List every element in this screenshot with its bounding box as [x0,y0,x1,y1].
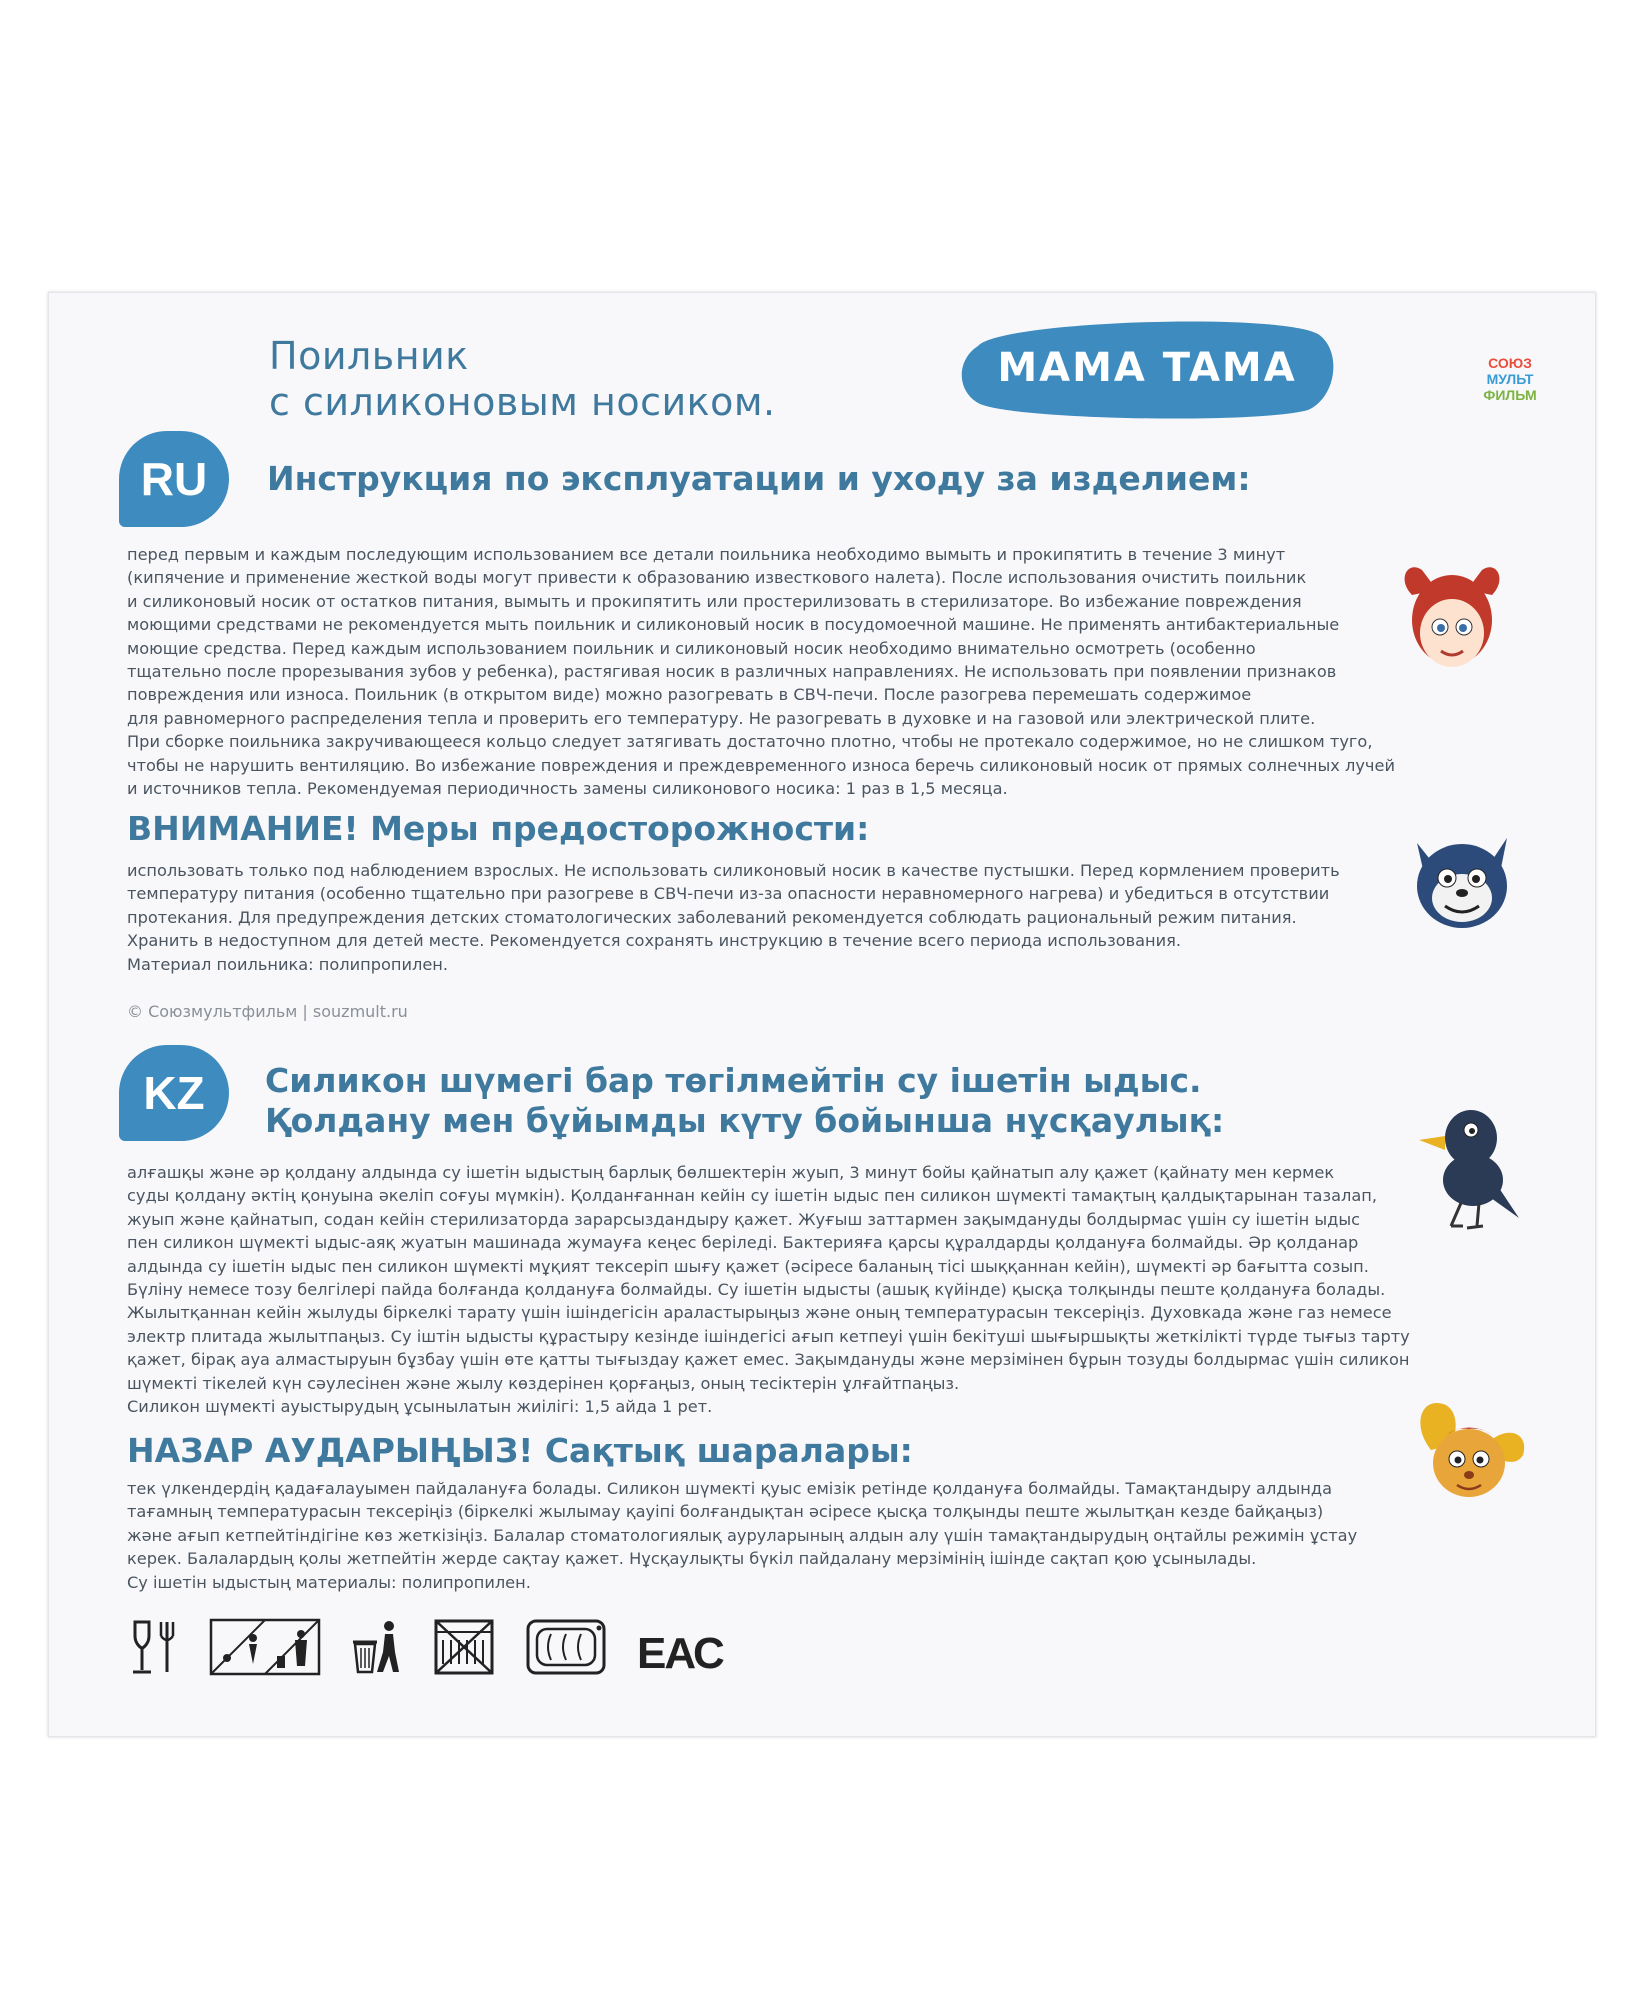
eac-mark: ЕАС [637,1629,723,1678]
kz-warning-heading: НАЗАР АУДАРЫҢЫЗ! Сақтық шаралары: [127,1431,913,1470]
girl-character-icon [1397,555,1493,665]
ru-badge: RU [119,431,229,527]
cat-character-icon [1407,818,1503,928]
soyuzmultfilm-logo [1465,355,1555,403]
food-contact-icon [127,1618,179,1676]
ru-heading: Инструкция по эксплуатации и уходу за изделием: [267,459,1251,498]
brand-logo [958,316,1336,420]
bunny-character-icon [1411,1395,1507,1505]
dispose-bin-icon [351,1618,403,1676]
age-warning-icon [209,1618,321,1676]
instruction-sheet [48,292,1596,1737]
kz-heading-line1: Силикон шүмегі бар төгілмейтін су ішетін ыдыс. [265,1061,1202,1100]
copyright: © Союзмультфильм | souzmult.ru [127,1002,408,1021]
soyuz-logo-word1: СОЮЗ [1488,355,1532,371]
microwave-icon [525,1618,607,1676]
soyuz-logo-word2: МУЛЬТ [1486,371,1534,387]
kz-instructions-body: алғашқы және әр қолдану алдында су ішетін ыдыстың барлық бөлшектерін жуып, 3 минут бойы қайнатып алу қажет (қайнату мен кермек суды қолдану әктің қонуына әкеліп соғуы мүмкін). Қолданғаннан кейін су ішетін ыдыс пен силикон шүмекті тамақтың қалдықтарынан тазалап, жуып және қайнатып, содан кейін стерилизаторда зарарсыздандыру қажет. Жуғыш заттармен зақымдануды болдырмас үшін су ішетін ыдыс пен силикон шүмекті ыдыс-аяқ жуатын машинада жумауға кеңес беріледі. Бактерияға қарсы құралдарды қолдануға болмайды. Әр қолданар алдында су ішетін ыдыс пен силикон шүмекті мұқият тексеріп шығу қажет (әсіресе баланың тісі шыққаннан кейін), шүмекті әр бағытта созып. Бүліну немесе тозу белгілері пайда болғанда қолдануға болмайды. Су ішетін ыдысты (ашық күйінде) қысқа толқынды пеште қолдануға болады. Жылытқаннан кейін жылуды біркелкі тарату үшін ішіндегісін араластырыңыз және оның температурасын тексеріңіз. Духовкада және газ немесе электр плитада жылытпаңыз. Су іштін ыдысты құрастыру кезінде ішіндегісі ағып кетпеуі үшін бекітуші шығыршықты жеткілікті түрде тығыз тарту қажет, бірақ ауа алмастыруын бұзбау үшін өте қатты тығыздау қажет емес. Зақымдануды және мерзімінен бұрын тозуды болдырмас үшін силикон шүмекті тікелей күн сәулесінен және жылу көздерінен қорғаңыз, оның тесіктерін ұлғайтпаңыз. Силикон шүмекті ауыстырудың ұсынылатын жиілігі: 1,5 айда 1 рет. [127,1163,1410,1417]
product-title [269,333,776,425]
dishwasher-crossed-icon [433,1618,495,1676]
product-title-line2: с силиконовым носиком. [269,380,776,424]
kz-heading-line2: Қолдану мен бұйымды күту бойынша нұсқаулық: [265,1101,1225,1140]
kz-badge: KZ [119,1045,229,1141]
kz-warning-body: тек үлкендердің қадағалауымен пайдалануға болады. Силикон шүмекті қуыс емізік ретінде қолдануға болмайды. Тамақтандыру алдында тағамның температурасын тексеріңіз (біркелкі жылымау қауіпі болғандықтан әсіресе қысқа толқынды пеште жылытқан кезде байқаңыз) және ағып кетпейтіндігіне көз жеткізіңіз. Балалар стоматологиялық ауруларының алдын алу үшін тамақтандырудың оңтайлы режимін ұстау керек. Балалардың қолы жетпейтін жерде сақтау қажет. Нұсқаулықты бүкіл пайдалану мерзімінің ішінде сақтап қою ұсынылады. Су ішетін ыдыстың материалы: полипропилен. [127,1479,1358,1592]
certification-icons [127,1618,723,1676]
ru-instructions-body: перед первым и каждым последующим использованием все детали поильника необходимо вымыть и прокипятить в течение 3 минут (кипячение и применение жесткой воды могут привести к образованию известкового налета). После использования очистить поильник и силиконовый носик от остатков питания, вымыть и прокипятить или простерилизовать в стерилизаторе. Во избежание повреждения моющими средствами не рекомендуется мыть поильник и силиконовый носик в посудомоечной машине. Не применять антибактериальные моющие средства. Перед каждым использованием поильник и силиконовый носик необходимо внимательно осмотреть (особенно тщательно после прорезывания зубов у ребенка), растягивая носик в различных направлениях. Не использовать при появлении признаков повреждения или износа. Поильник (в открытом виде) можно разогревать в СВЧ-печи. После разогрева перемешать содержимое для равномерного распределения тепла и проверить его температуру. Не разогревать в духовке и на газовой или электрической плите. При сборке поильника закручивающееся кольцо следует затягивать достаточно плотно, чтобы не протекало содержимое, но не слишком туго, чтобы не нарушить вентиляцию. Во избежание повреждения и преждевременного износа беречь силиконовый носик от прямых солнечных лучей и источников тепла. Рекомендуемая периодичность замены силиконового носика: 1 раз в 1,5 месяца. [127,545,1395,799]
ru-warning-body: использовать только под наблюдением взрослых. Не использовать силиконовый носик в качестве пустышки. Перед кормлением проверить температуру питания (особенно тщательно при разогреве в СВЧ-печи из-за опасности неравномерного нагрева) и убедиться в отсутствии протекания. Для предупреждения детских стоматологических заболеваний рекомендуется соблюдать рациональный режим питания. Хранить в недоступном для детей месте. Рекомендуется сохранять инструкцию в течение всего периода использования. Материал поильника: полипропилен. [127,861,1340,974]
product-title-line1: Поильник [269,334,469,378]
ru-warning-heading: ВНИМАНИЕ! Меры предосторожности: [127,809,870,848]
crow-character-icon [1411,1098,1507,1208]
brand-name: MAMA TAMA [997,345,1297,391]
soyuz-logo-word3: ФИЛЬМ [1483,387,1537,403]
